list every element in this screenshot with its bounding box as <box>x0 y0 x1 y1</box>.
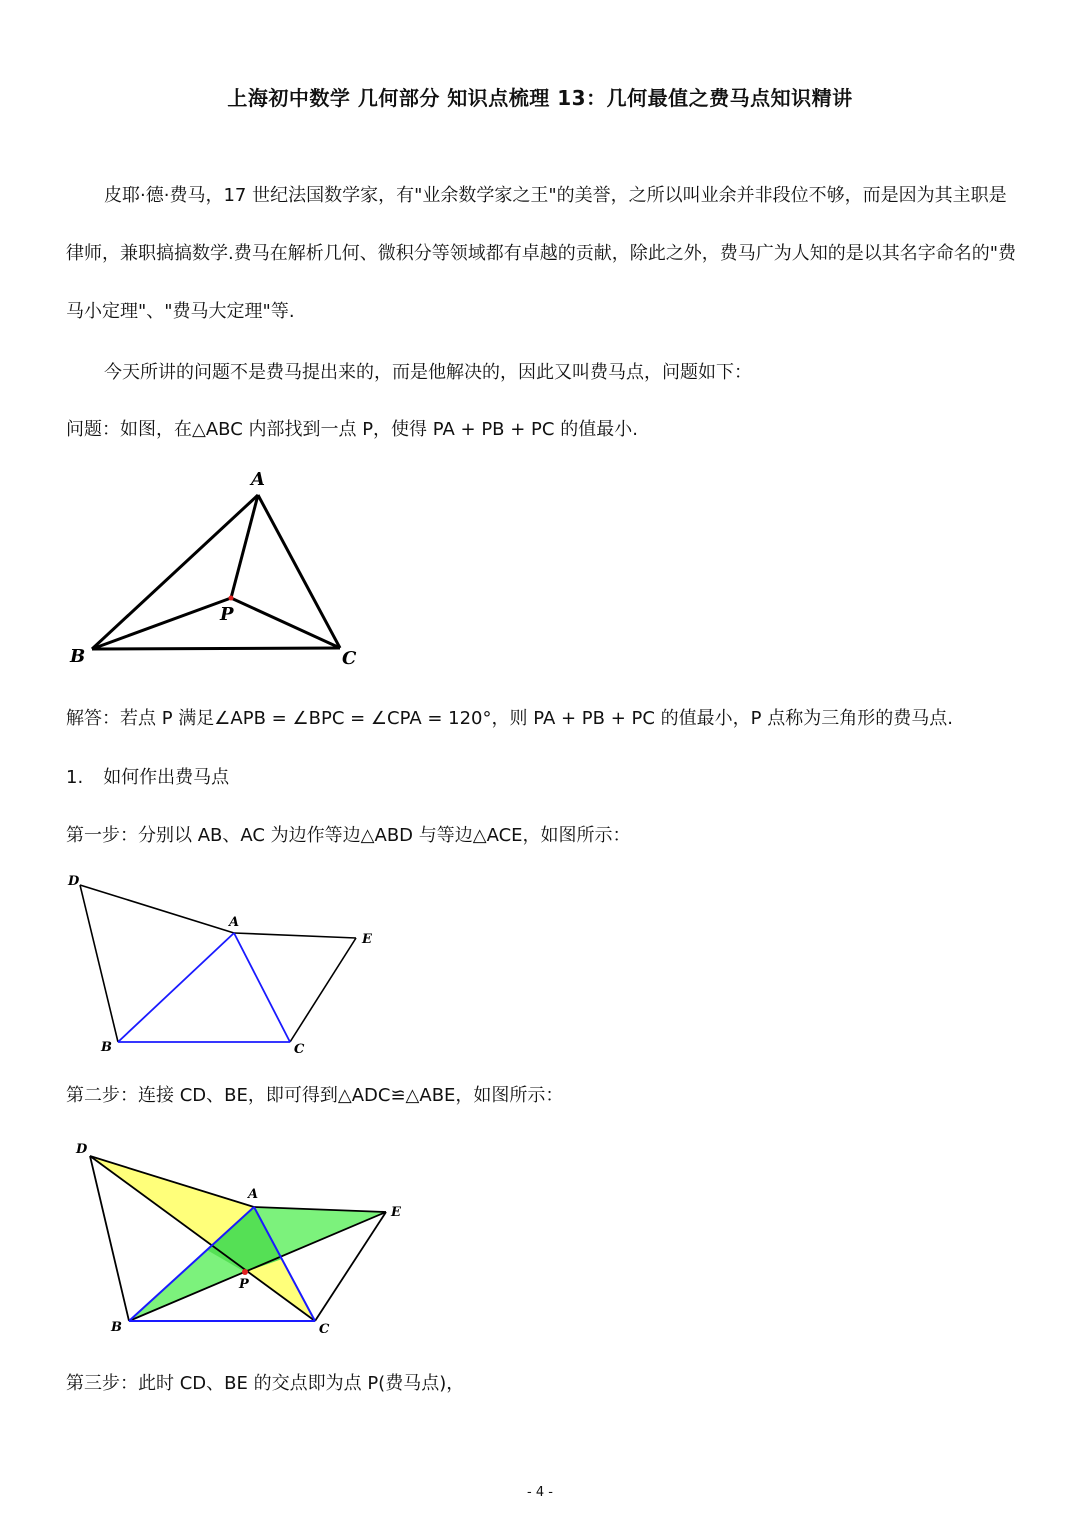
section-title: 如何作出费马点 <box>103 767 230 788</box>
label-c: C <box>319 1322 330 1337</box>
segment-bc <box>92 648 340 649</box>
step2-line: 第二步：连接 CD、BE，即可得到△ADC≌△ABE，如图所示： <box>66 1085 564 1106</box>
answer-line: 解答：若点 P 满足∠APB = ∠BPC = ∠CPA = 120°，则 PA + PB + PC 的值最小，P 点称为三角形的费马点. <box>66 708 953 729</box>
segment-ac <box>234 933 290 1042</box>
figure-triangle-fermat-point <box>60 465 380 680</box>
segment-pc <box>231 598 340 648</box>
segment-db <box>80 885 118 1042</box>
label-c: C <box>294 1042 305 1057</box>
segment-ab <box>118 933 234 1042</box>
label-a: A <box>229 915 240 930</box>
label-c: C <box>342 648 357 669</box>
segment-ec <box>290 938 356 1042</box>
segment-ac <box>258 495 340 648</box>
intro-paragraph: 皮耶·德·费马，17 世纪法国数学家，有"业余数学家之王"的美誉，之所以叫业余并非段位不够，而是因为其主职是律师，兼职搞搞数学.费马在解析几何、微积分等领域都有卓越的贡献，除此之外，费马广为人知的是以其名字命名的"费马小定理"、"费马大定理"等. <box>66 185 1016 322</box>
page-number: - 4 - <box>527 1485 553 1500</box>
label-b: B <box>101 1040 112 1055</box>
segment-da <box>80 885 234 933</box>
page-title: 上海初中数学 几何部分 知识点梳理 13：几何最值之费马点知识精讲 <box>227 86 853 110</box>
point-p <box>229 596 234 601</box>
point-p <box>242 1269 248 1275</box>
label-d: D <box>68 874 80 889</box>
label-e: E <box>391 1205 401 1220</box>
label-a: A <box>248 1187 259 1202</box>
label-b: B <box>111 1320 122 1335</box>
section-number: 1. <box>66 767 84 788</box>
step1-line: 第一步：分别以 AB、AC 为边作等边△ABD 与等边△ACE，如图所示： <box>66 825 631 846</box>
label-b: B <box>70 646 86 667</box>
step3-line: 第三步：此时 CD、BE 的交点即为点 P(费马点)， <box>66 1373 465 1394</box>
segment-pa <box>231 495 258 598</box>
label-e: E <box>362 932 372 947</box>
figure-equilateral-construction <box>60 865 390 1060</box>
segment-ab <box>92 495 258 649</box>
problem-line: 问题：如图，在△ABC 内部找到一点 P，使得 PA + PB + PC 的值最小. <box>66 419 638 440</box>
label-p: P <box>239 1277 249 1292</box>
figure-congruent-triangles <box>60 1130 415 1345</box>
segment-pb <box>92 598 231 649</box>
label-d: D <box>76 1142 88 1157</box>
segment-ae <box>234 933 356 938</box>
today-line: 今天所讲的问题不是费马提出来的，而是他解决的，因此又叫费马点，问题如下： <box>104 362 752 383</box>
label-p: P <box>220 604 234 625</box>
section-heading <box>66 763 229 789</box>
label-a: A <box>251 469 265 490</box>
